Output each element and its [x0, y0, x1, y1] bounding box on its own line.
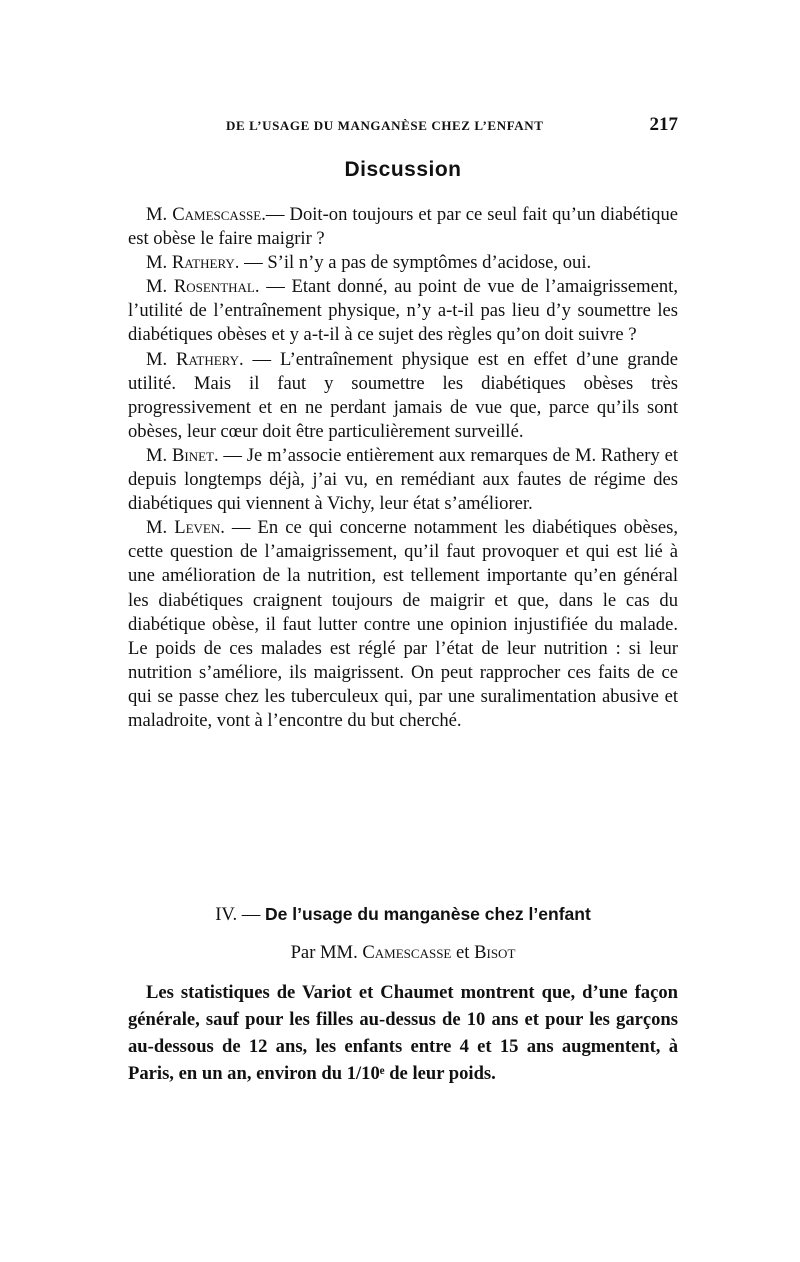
article-body — [128, 979, 678, 1087]
paragraph-text: — Je m’associe entièrement aux remarques de M. Rathery et depuis longtemps déjà, j’ai vu, en remédiant aux fautes de régime des diabétiques qui viennent à Vichy, leur état s’améliorer. — [128, 444, 678, 515]
page-number: 217 — [649, 114, 678, 135]
paragraph-text: — Etant donné, au point de vue de l’amaigrissement, l’utilité de l’entraînement physique, n’y a-t-il pas lieu d’y soumettre les diabétiques obèses et y a-t-il à ce sujet des règles qu’on doit suivre ? — [128, 276, 678, 346]
paragraph-text: — En ce qui concerne notamment les diabétiques obèses, cette question de l’amaigrissement, qu’il faut provoquer et qui est lié à une amélioration de la nutrition, est tellement importante qu’en général les diabétiques craignent toujours de maigrir et que, dans le cas du diabétique obèse, il faut lutter contre une opinion injustifiée du malade. Le poids de ces malades est réglé par l’état de leur nutrition : si leur nutrition s’améliore, ils maigrissent. On peut rapprocher ces faits de ce qui se passe chez les tuberculeux qui, par une suralimentation abusive et maladroite, vont à l’encontre du but cherché. — [128, 517, 679, 731]
discussion-paragraph — [128, 348, 678, 444]
paragraph-text: — S’il n’y a pas de symptômes d’acidose, oui. — [239, 252, 592, 274]
author-name: Camescasse — [362, 942, 452, 963]
article-number: IV. — — [215, 904, 265, 925]
authors-prefix: Par MM. — [290, 942, 363, 963]
speaker-name: M. Rosenthal. — [146, 276, 260, 298]
speaker-name: M. Binet. — [146, 444, 219, 466]
discussion-paragraph — [128, 275, 678, 347]
speaker-name: M. Leven. — [146, 517, 225, 539]
discussion-title: Discussion — [344, 158, 462, 181]
article-heading — [128, 904, 678, 926]
discussion-paragraph — [128, 251, 678, 275]
discussion-paragraph — [128, 516, 678, 733]
speaker-name: M. Rathery. — [146, 252, 240, 274]
discussion-paragraph — [128, 444, 678, 516]
discussion-paragraph — [128, 203, 678, 251]
article-paragraph: Les statistiques de Variot et Chaumet montrent que, d’une façon générale, sauf pour les filles au-dessus de 10 ans et pour les garçons au-dessous de 12 ans, les enfants entre 4 et 15 ans augmentent, à Paris, en un an, environ du 1/10ᵉ de leur poids. — [128, 982, 678, 1084]
paragraph-text: — Doit-on toujours et par ce seul fait qu’un diabétique est obèse le faire maigrir ? — [128, 204, 678, 250]
speaker-name: M. Camescasse. — [146, 204, 266, 225]
discussion-body — [128, 203, 678, 733]
running-header — [128, 116, 678, 138]
article-title: De l’usage du manganèse chez l’enfant — [264, 904, 591, 924]
authors-join: et — [451, 942, 475, 963]
paragraph-text: — L’entraînement physique est en effet d’une grande utilité. Mais il faut y soumettre les diabétiques obèses très progressivement et en ne perdant jamais de vue que, parce qu’ils sont obèses, leur cœur doit être particulièrement surveillé. — [128, 348, 678, 442]
author-name: Bisot — [474, 942, 516, 963]
speaker-name: M. Rathery. — [146, 348, 244, 370]
article-authors — [128, 942, 678, 964]
running-title: DE L’USAGE DU MANGANÈSE CHEZ L’ENFANT — [226, 118, 544, 133]
